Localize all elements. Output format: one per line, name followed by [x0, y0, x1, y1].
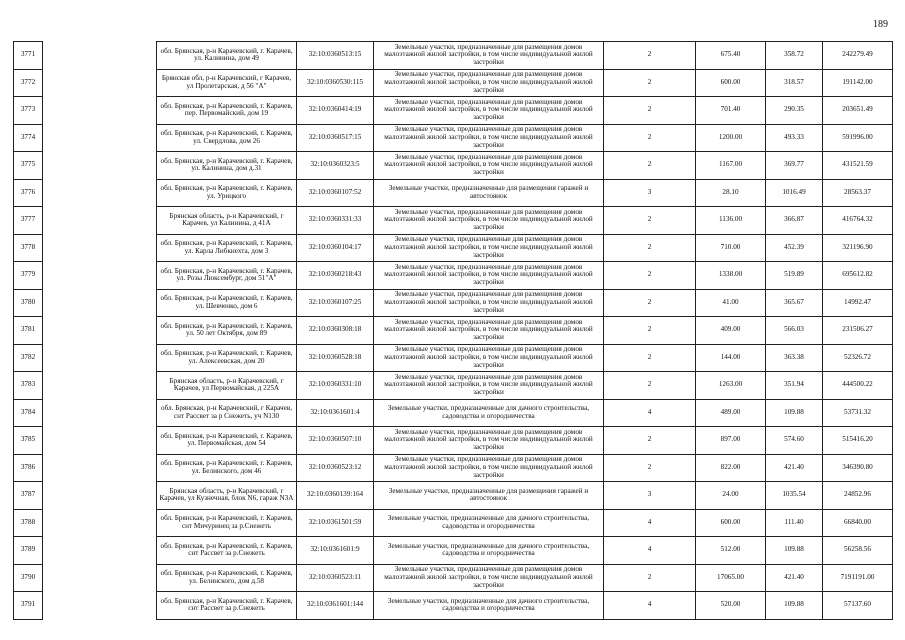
table-row [14, 289, 893, 317]
specific-value-cell: 566.03 [766, 317, 823, 345]
row-number-cell: 3776 [14, 179, 43, 207]
area-cell: 409.00 [696, 317, 766, 345]
address-cell: обл. Брянская, р-н Карачевский, г. Карачев, снт Мичуринец за р.Снежеть [157, 509, 297, 537]
gap-cell [43, 344, 157, 372]
row-number-cell: 3775 [14, 152, 43, 180]
cadastral-number-cell: 32:10:0360218:43 [297, 262, 374, 290]
specific-value-cell: 363.38 [766, 344, 823, 372]
cadastral-number-cell: 32:10:0360523:11 [297, 564, 374, 592]
table-row [14, 427, 893, 455]
cadastral-value-cell: 56258.56 [823, 537, 893, 565]
table-row [14, 42, 893, 70]
land-use-cell: Земельные участки, предназначенные для размещения домов малоэтажной жилой застройки, в том числе индивидуальной жилой застройки [374, 152, 604, 180]
cadastral-value-cell: 14992.47 [823, 289, 893, 317]
cadastral-number-cell: 32:10:0360331:10 [297, 372, 374, 400]
row-number-cell: 3778 [14, 234, 43, 262]
gap-cell [43, 372, 157, 400]
address-cell: обл. Брянская, р-н Карачевский, г. Карачев, ул. Алексеевская, дом 20 [157, 344, 297, 372]
specific-value-cell: 358.72 [766, 42, 823, 70]
area-cell: 512.00 [696, 537, 766, 565]
land-use-cell: Земельные участки, предназначенные для размещения гаражей и автостоянок [374, 179, 604, 207]
row-number-cell: 3785 [14, 427, 43, 455]
cadastral-number-cell: 32:10:0360139:164 [297, 482, 374, 510]
table-row [14, 482, 893, 510]
group-cell: 2 [604, 42, 696, 70]
cadastral-value-cell: 591996.00 [823, 124, 893, 152]
cadastral-value-cell: 242279.49 [823, 42, 893, 70]
land-use-cell: Земельные участки, предназначенные для размещения гаражей и автостоянок [374, 482, 604, 510]
area-cell: 520.00 [696, 592, 766, 620]
group-cell: 4 [604, 399, 696, 427]
cadastral-number-cell: 32:10:0361601:4 [297, 399, 374, 427]
land-use-cell: Земельные участки, предназначенные для размещения домов малоэтажной жилой застройки, в том числе индивидуальной жилой застройки [374, 372, 604, 400]
cadastral-number-cell: 32:10:0360308:18 [297, 317, 374, 345]
specific-value-cell: 109.88 [766, 592, 823, 620]
cadastral-value-cell: 57137.60 [823, 592, 893, 620]
land-use-cell: Земельные участки, предназначенные для дачного строительства, садоводства и огородничества [374, 537, 604, 565]
address-cell: обл. Брянская, р-н Карачевский, г. Карачев, ул. Белинского, дом д.58 [157, 564, 297, 592]
group-cell: 4 [604, 592, 696, 620]
land-use-cell: Земельные участки, предназначенные для дачного строительства, садоводства и огородничества [374, 509, 604, 537]
land-use-cell: Земельные участки, предназначенные для размещения домов малоэтажной жилой застройки, в том числе индивидуальной жилой застройки [374, 564, 604, 592]
row-number-cell: 3779 [14, 262, 43, 290]
specific-value-cell: 366.87 [766, 207, 823, 235]
table-row [14, 537, 893, 565]
specific-value-cell: 574.60 [766, 427, 823, 455]
row-number-cell: 3788 [14, 509, 43, 537]
specific-value-cell: 365.67 [766, 289, 823, 317]
gap-cell [43, 317, 157, 345]
cadastral-number-cell: 32:10:0360513:15 [297, 42, 374, 70]
row-number-cell: 3786 [14, 454, 43, 482]
cadastral-value-cell: 231506.27 [823, 317, 893, 345]
area-cell: 1136.00 [696, 207, 766, 235]
cadastral-value-cell: 444500.22 [823, 372, 893, 400]
address-cell: Брянская область, р-н Карачевский, г Карачев, ул Кузнечная, блок N6, гараж N3А [157, 482, 297, 510]
address-cell: обл. Брянская, р-н Карачевский, г. Карачев, снт Рассвет за р.Снежеть [157, 537, 297, 565]
specific-value-cell: 1035.54 [766, 482, 823, 510]
row-number-cell: 3772 [14, 69, 43, 97]
address-cell: обл. Брянская, р-н Карачевский, г. Карачев, ул. Белинского, дом 46 [157, 454, 297, 482]
cadastral-value-cell: 695612.82 [823, 262, 893, 290]
cadastral-value-cell: 7191191.00 [823, 564, 893, 592]
cadastral-number-cell: 32:10:0360530:115 [297, 69, 374, 97]
address-cell: Брянская обл, р-н Карачевский, г Карачев, ул Пролетарская, д 56 "А" [157, 69, 297, 97]
table-row [14, 262, 893, 290]
cadastral-value-cell: 28563.37 [823, 179, 893, 207]
address-cell: обл. Брянская, р-н Карачевский, г. Карачев, ул. Розы Люксембург, дом 51"А" [157, 262, 297, 290]
cadastral-value-cell: 53731.32 [823, 399, 893, 427]
specific-value-cell: 109.88 [766, 399, 823, 427]
land-use-cell: Земельные участки, предназначенные для размещения домов малоэтажной жилой застройки, в том числе индивидуальной жилой застройки [374, 42, 604, 70]
cadastral-number-cell: 32:10:0360104:17 [297, 234, 374, 262]
address-cell: Брянская область, р-н Карачевский, г Карачев, ул Первомайская, д 225А [157, 372, 297, 400]
gap-cell [43, 207, 157, 235]
row-number-cell: 3781 [14, 317, 43, 345]
area-cell: 28.10 [696, 179, 766, 207]
area-cell: 675.40 [696, 42, 766, 70]
row-number-cell: 3789 [14, 537, 43, 565]
address-cell: обл. Брянская, р-н Карачевский, г. Карачев, ул. Карла Либкнехта, дом 3 [157, 234, 297, 262]
cadastral-value-cell: 346390.80 [823, 454, 893, 482]
cadastral-number-cell: 32:10:0360507:10 [297, 427, 374, 455]
cadastral-number-cell: 32:10:0361601:144 [297, 592, 374, 620]
specific-value-cell: 369.77 [766, 152, 823, 180]
area-cell: 17065.00 [696, 564, 766, 592]
row-number-cell: 3783 [14, 372, 43, 400]
area-cell: 1338.00 [696, 262, 766, 290]
specific-value-cell: 452.39 [766, 234, 823, 262]
row-number-cell: 3787 [14, 482, 43, 510]
land-use-cell: Земельные участки, предназначенные для размещения домов малоэтажной жилой застройки, в том числе индивидуальной жилой застройки [374, 289, 604, 317]
land-use-cell: Земельные участки, предназначенные для размещения домов малоэтажной жилой застройки, в том числе индивидуальной жилой застройки [374, 69, 604, 97]
table-row [14, 124, 893, 152]
specific-value-cell: 493.33 [766, 124, 823, 152]
cadastral-number-cell: 32:10:0360517:15 [297, 124, 374, 152]
area-cell: 41.00 [696, 289, 766, 317]
cadastral-value-cell: 515416.20 [823, 427, 893, 455]
area-cell: 897.00 [696, 427, 766, 455]
address-cell: обл. Брянская, р-н Карачевский, г. Карачев, ул. Свердлова, дом 26 [157, 124, 297, 152]
table-body [14, 42, 893, 620]
address-cell: обл. Брянская, р-н Карачевский, г. Карачев, ул. Калинина, дом д.31 [157, 152, 297, 180]
cadastral-number-cell: 32:10:0361501:59 [297, 509, 374, 537]
gap-cell [43, 289, 157, 317]
row-number-cell: 3774 [14, 124, 43, 152]
area-cell: 489.00 [696, 399, 766, 427]
area-cell: 144.00 [696, 344, 766, 372]
address-cell: обл. Брянская, р-н Карачевский, г. Карачев, ул. Калинина, дом 49 [157, 42, 297, 70]
gap-cell [43, 509, 157, 537]
area-cell: 600.00 [696, 69, 766, 97]
group-cell: 2 [604, 152, 696, 180]
gap-cell [43, 482, 157, 510]
land-use-cell: Земельные участки, предназначенные для дачного строительства, садоводства и огородничества [374, 592, 604, 620]
group-cell: 4 [604, 537, 696, 565]
group-cell: 2 [604, 344, 696, 372]
group-cell: 3 [604, 482, 696, 510]
group-cell: 2 [604, 317, 696, 345]
land-use-cell: Земельные участки, предназначенные для дачного строительства, садоводства и огородничества [374, 399, 604, 427]
cadastral-number-cell: 32:10:0360107:52 [297, 179, 374, 207]
table-row [14, 454, 893, 482]
specific-value-cell: 351.94 [766, 372, 823, 400]
row-number-cell: 3784 [14, 399, 43, 427]
land-use-cell: Земельные участки, предназначенные для размещения домов малоэтажной жилой застройки, в том числе индивидуальной жилой застройки [374, 207, 604, 235]
table-row [14, 207, 893, 235]
group-cell: 2 [604, 207, 696, 235]
group-cell: 2 [604, 289, 696, 317]
cadastral-number-cell: 32:10:0361601:9 [297, 537, 374, 565]
address-cell: Брянская область, р-н Карачевский, г Карачев, ул Калинина, д 41А [157, 207, 297, 235]
table-row [14, 372, 893, 400]
cadastral-number-cell: 32:10:0360107:25 [297, 289, 374, 317]
area-cell: 822.00 [696, 454, 766, 482]
table-row [14, 509, 893, 537]
address-cell: обл. Брянская, р-н Карачевский, г. Карачев, ул. Урицкого [157, 179, 297, 207]
address-cell: обл. Брянская, р-н Карачевский, г. Карачев, снт Рассвет за р.Снежеть [157, 592, 297, 620]
row-number-cell: 3771 [14, 42, 43, 70]
land-use-cell: Земельные участки, предназначенные для размещения домов малоэтажной жилой застройки, в том числе индивидуальной жилой застройки [374, 262, 604, 290]
gap-cell [43, 97, 157, 125]
group-cell: 2 [604, 564, 696, 592]
group-cell: 2 [604, 454, 696, 482]
gap-cell [43, 564, 157, 592]
group-cell: 2 [604, 372, 696, 400]
cadastral-number-cell: 32:10:0360523:12 [297, 454, 374, 482]
gap-cell [43, 427, 157, 455]
cadastral-value-cell: 321196.90 [823, 234, 893, 262]
gap-cell [43, 124, 157, 152]
group-cell: 2 [604, 97, 696, 125]
row-number-cell: 3791 [14, 592, 43, 620]
gap-cell [43, 537, 157, 565]
group-cell: 3 [604, 179, 696, 207]
cadastral-number-cell: 32:10:0360414:19 [297, 97, 374, 125]
gap-cell [43, 42, 157, 70]
table-row [14, 69, 893, 97]
row-number-cell: 3777 [14, 207, 43, 235]
cadastral-value-cell: 191142.00 [823, 69, 893, 97]
group-cell: 2 [604, 124, 696, 152]
specific-value-cell: 519.89 [766, 262, 823, 290]
land-use-cell: Земельные участки, предназначенные для размещения домов малоэтажной жилой застройки, в том числе индивидуальной жилой застройки [374, 124, 604, 152]
cadastral-value-cell: 203651.49 [823, 97, 893, 125]
specific-value-cell: 111.40 [766, 509, 823, 537]
gap-cell [43, 262, 157, 290]
group-cell: 2 [604, 69, 696, 97]
specific-value-cell: 109.88 [766, 537, 823, 565]
cadastral-value-cell: 24852.96 [823, 482, 893, 510]
area-cell: 710.00 [696, 234, 766, 262]
row-number-cell: 3773 [14, 97, 43, 125]
address-cell: обл. Брянская, р-н Карачевский, г. Карачев, ул. Первомайская, дом 54 [157, 427, 297, 455]
land-use-cell: Земельные участки, предназначенные для размещения домов малоэтажной жилой застройки, в том числе индивидуальной жилой застройки [374, 317, 604, 345]
land-use-cell: Земельные участки, предназначенные для размещения домов малоэтажной жилой застройки, в том числе индивидуальной жилой застройки [374, 97, 604, 125]
row-number-cell: 3790 [14, 564, 43, 592]
area-cell: 600.00 [696, 509, 766, 537]
land-registry-table [13, 41, 893, 620]
group-cell: 2 [604, 234, 696, 262]
cadastral-number-cell: 32:10:0360528:18 [297, 344, 374, 372]
area-cell: 1200.00 [696, 124, 766, 152]
row-number-cell: 3780 [14, 289, 43, 317]
table-row [14, 344, 893, 372]
gap-cell [43, 234, 157, 262]
land-use-cell: Земельные участки, предназначенные для размещения домов малоэтажной жилой застройки, в том числе индивидуальной жилой застройки [374, 454, 604, 482]
table-row [14, 592, 893, 620]
cadastral-value-cell: 431521.59 [823, 152, 893, 180]
specific-value-cell: 421.40 [766, 454, 823, 482]
land-use-cell: Земельные участки, предназначенные для размещения домов малоэтажной жилой застройки, в том числе индивидуальной жилой застройки [374, 344, 604, 372]
table-row [14, 152, 893, 180]
cadastral-value-cell: 52326.72 [823, 344, 893, 372]
specific-value-cell: 1016.49 [766, 179, 823, 207]
cadastral-value-cell: 416764.32 [823, 207, 893, 235]
table-row [14, 97, 893, 125]
specific-value-cell: 290.35 [766, 97, 823, 125]
address-cell: обл. Брянская, р-н Карачевский, г Карачев, снт Рассвет за р Снежеть, уч N130 [157, 399, 297, 427]
specific-value-cell: 318.57 [766, 69, 823, 97]
gap-cell [43, 399, 157, 427]
gap-cell [43, 152, 157, 180]
cadastral-value-cell: 66840.00 [823, 509, 893, 537]
gap-cell [43, 454, 157, 482]
specific-value-cell: 421.40 [766, 564, 823, 592]
group-cell: 2 [604, 262, 696, 290]
land-use-cell: Земельные участки, предназначенные для размещения домов малоэтажной жилой застройки, в том числе индивидуальной жилой застройки [374, 427, 604, 455]
gap-cell [43, 179, 157, 207]
table-row [14, 399, 893, 427]
gap-cell [43, 592, 157, 620]
page-number: 189 [873, 19, 888, 30]
area-cell: 24.00 [696, 482, 766, 510]
table-row [14, 179, 893, 207]
cadastral-number-cell: 32:10:0360323:5 [297, 152, 374, 180]
gap-cell [43, 69, 157, 97]
table-row [14, 564, 893, 592]
cadastral-number-cell: 32:10:0360331:33 [297, 207, 374, 235]
area-cell: 701.40 [696, 97, 766, 125]
address-cell: обл. Брянская, р-н Карачевский, г. Карачев, ул. Шевченко, дом 6 [157, 289, 297, 317]
table-row [14, 317, 893, 345]
address-cell: обл. Брянская, р-н Карачевский, г. Карачев, ул. 50 лет Октября, дом 89 [157, 317, 297, 345]
area-cell: 1167.00 [696, 152, 766, 180]
group-cell: 4 [604, 509, 696, 537]
row-number-cell: 3782 [14, 344, 43, 372]
group-cell: 2 [604, 427, 696, 455]
area-cell: 1263.00 [696, 372, 766, 400]
table-row [14, 234, 893, 262]
land-use-cell: Земельные участки, предназначенные для размещения домов малоэтажной жилой застройки, в том числе индивидуальной жилой застройки [374, 234, 604, 262]
address-cell: обл. Брянская, р-н Карачевский, г. Карачев, пер. Первомайский, дом 19 [157, 97, 297, 125]
